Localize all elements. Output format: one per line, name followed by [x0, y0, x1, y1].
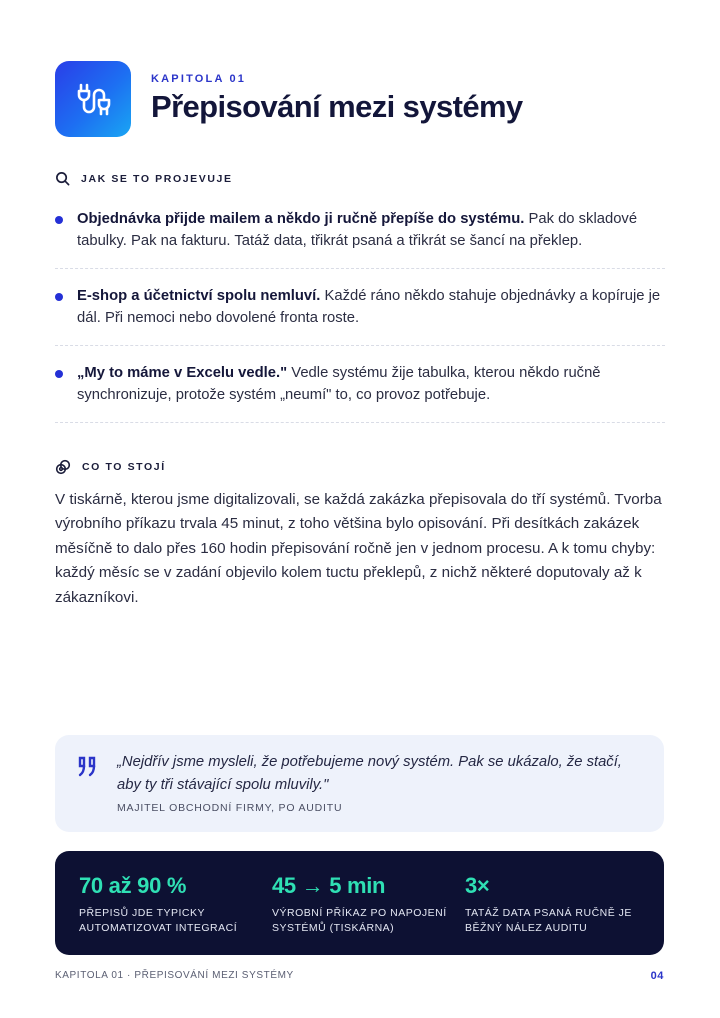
list-item-rest: Vedle systému žije tabulka, kterou někdo ručně synchronizuje, protože systém „neumí" to, co provoz potřebuje.	[77, 365, 601, 403]
stat-item	[465, 873, 640, 936]
quote-icon	[77, 755, 99, 777]
cost-paragraph: V tiskárně, kterou jsme digitalizovali, se každá zakázka přepisovala do tří systémů. Tvorba výrobního příkazu trvala 45 minut, z toho většina bylo opisování. Při desítkách zakázek měsíčně to dalo přes 160 hodin přepisování ročně jen v jednom procesu. A k tomu chyby: každý měsíc se v zadání objevilo kolem tuctu překlepů, z nichž některé doputovaly až k zákazníkovi.	[55, 491, 662, 606]
list-item-bold: „My to máme v Excelu vedle."	[77, 365, 288, 381]
section-heading-symptoms	[55, 171, 233, 186]
stat-value: 45 → 5 min	[272, 873, 386, 898]
stat-label: VÝROBNÍ PŘÍKAZ PO NAPOJENÍ SYSTÉMŮ (TISKÁRNA)	[272, 907, 447, 934]
chapter-kicker: KAPITOLA 01	[151, 73, 247, 85]
search-icon	[55, 171, 70, 186]
stat-item	[79, 873, 249, 936]
list-item	[55, 208, 665, 269]
list-item-rest: Každé ráno někdo stahuje objednávky a kopíruje je dál. Při nemoci nebo dovolené fronta roste.	[77, 288, 661, 326]
coins-icon	[55, 459, 71, 475]
list-item-rest: Pak do skladové tabulky. Pak na fakturu. Tatáž data, třikrát psaná a třikrát se šancí na překlep.	[77, 211, 638, 249]
bullet-dot	[55, 293, 63, 301]
stat-value: 3×	[465, 873, 490, 898]
list-item	[55, 362, 665, 423]
list-item-text	[77, 208, 665, 252]
plug-icon	[55, 61, 131, 137]
stat-label: PŘEPISŮ JDE TYPICKY AUTOMATIZOVAT INTEGRACÍ	[79, 907, 238, 934]
stat-label: TATÁŽ DATA PSANÁ RUČNĚ JE BĚŽNÝ NÁLEZ AUDITU	[465, 907, 632, 934]
quote-text: „Nejdřív jsme mysleli, že potřebujeme nový systém. Pak se ukázalo, že stačí, aby ty tři stávající spolu mluvily."	[117, 754, 622, 793]
bullet-dot	[55, 370, 63, 378]
page-footer	[55, 970, 664, 982]
footer-chapter: KAPITOLA 01 · PŘEPISOVÁNÍ MEZI SYSTÉMY	[55, 970, 294, 981]
stats-panel	[55, 851, 664, 955]
list-item-text	[77, 285, 665, 329]
list-item-bold: Objednávka přijde mailem a někdo ji ručně přepíše do systému.	[77, 211, 525, 227]
list-item	[55, 285, 665, 346]
stat-item	[272, 873, 452, 936]
quote-author: MAJITEL OBCHODNÍ FIRMY, PO AUDITU	[117, 802, 343, 814]
chapter-header	[55, 61, 523, 137]
list-item-bold: E-shop a účetnictví spolu nemluví.	[77, 288, 321, 304]
bullet-dot	[55, 216, 63, 224]
list-item-text	[77, 362, 665, 406]
page-title: Přepisování mezi systémy	[151, 89, 523, 124]
testimonial-quote	[55, 735, 664, 832]
symptom-list	[55, 208, 665, 439]
section-heading-cost	[55, 459, 166, 475]
stat-value: 70 až 90 %	[79, 873, 187, 898]
section-label: CO TO STOJÍ	[82, 461, 166, 473]
page-number: 04	[650, 970, 664, 982]
section-label: JAK SE TO PROJEVUJE	[81, 172, 233, 185]
